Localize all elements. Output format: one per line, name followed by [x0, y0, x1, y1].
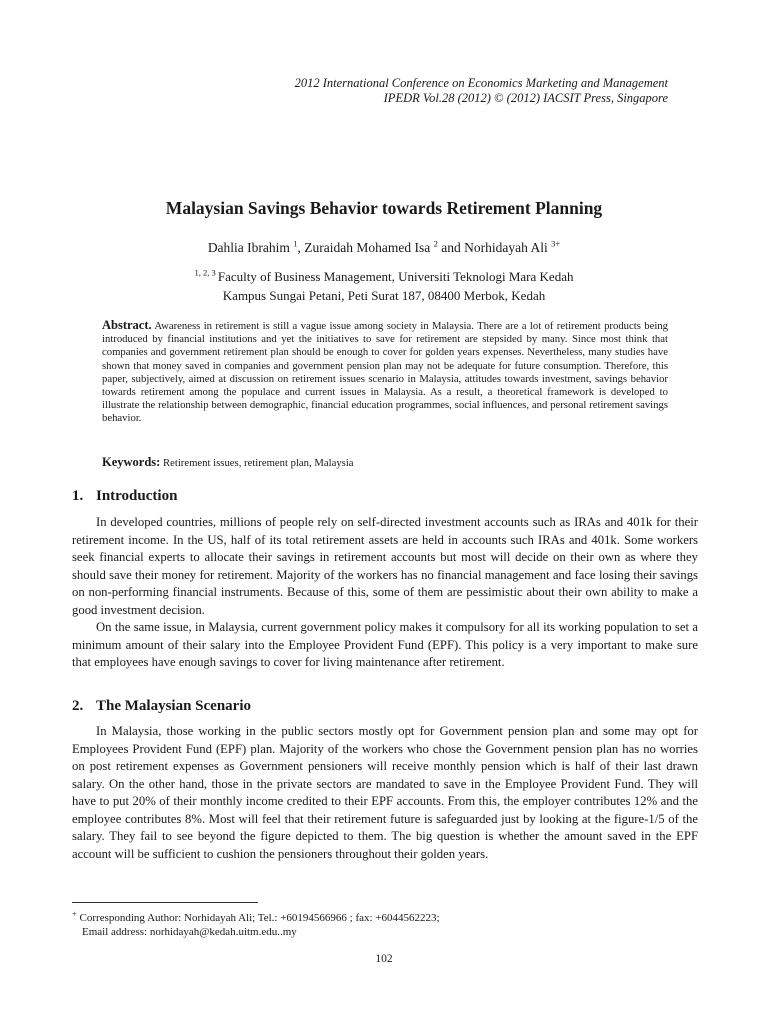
- intro-paragraph-2: On the same issue, in Malaysia, current government policy makes it compulsory for all its working population to set a minimum amount of their salary into the Employee Provident Fund (EPF). This policy is a very important to make sure that employees have enough savings to cover for living maintenance after retirement.: [72, 620, 698, 669]
- affiliation-text-1: Faculty of Business Management, Universiti Teknologi Mara Kedah: [217, 269, 574, 284]
- section-heading-malaysian-scenario: [72, 698, 251, 715]
- paper-title: Malaysian Savings Behavior towards Retirement Planning: [165, 198, 603, 218]
- footnote-line-1: [72, 908, 698, 925]
- section-heading-introduction: [72, 488, 177, 505]
- abstract: [102, 319, 668, 426]
- section-title: Introduction: [96, 488, 178, 504]
- section-title: The Malaysian Scenario: [96, 698, 252, 714]
- section-number: 1.: [72, 488, 84, 504]
- section-number: 2.: [72, 698, 84, 714]
- conference-line-2: IPEDR Vol.28 (2012) © (2012) IACSIT Press, Singapore: [383, 91, 668, 105]
- intro-paragraph-1: In developed countries, millions of people rely on self-directed investment accounts such as IRAs and 401k for their retirement income. In the US, half of its total retirement assets are held in accounts such IRAs and 401k. Some workers seek financial experts to allocate their savings in retirement accounts but most will decide on their own as where they should save their money for retirement. Majority of the workers has no financial management and face losing their savings on non-performing financial instruments. Because of this, some of them are pessimistic about their own ability to make a good investment decision.: [72, 515, 698, 617]
- page-number: 102: [375, 953, 393, 965]
- affiliation-line-2: Kampus Sungai Petani, Peti Surat 187, 08400 Merbok, Kedah: [222, 288, 546, 303]
- abstract-heading: Abstract.: [102, 318, 152, 332]
- keywords-heading: Keywords:: [102, 455, 161, 469]
- keywords: [102, 455, 668, 470]
- scenario-paragraph-1: In Malaysia, those working in the public sectors mostly opt for Government pension plan and some may opt for Employees Provident Fund (EPF) plan. Majority of the workers who chose the Government pension plan has no worries on post retirement expenses as Government pensioners will receive monthly pension which is half of their last drawn salary. On the other hand, those in the private sectors are mandated to save in the Employee Provident Fund. They will have to put 20% of their monthly income credited to their EPF accounts. From this, the employer contributes 12% and the employee contributes 8%. Most will feel that their retirement future is safeguarded just by looking at the figure-1/5 of the salary. They fail to see beyond the figure depicted to them. The big question is whether the amount saved in the EPF account will be sufficient to cushion the pensioners throughout their golden years.: [72, 724, 698, 861]
- affiliation-line-1: [0, 267, 768, 286]
- keywords-text: Retirement issues, retirement plan, Malaysia: [160, 457, 354, 469]
- footnote-line-2: Email address: norhidayah@kedah.uitm.edu..my: [82, 926, 297, 938]
- author-1: Dahlia Ibrahim: [207, 240, 294, 255]
- author-list: [0, 240, 768, 256]
- abstract-text: Awareness in retirement is still a vague issue among society in Malaysia. There are a lot of retirement products being introduced by financial institutions and yet the initiatives to save for retirement are stepsided by many. Since most think that companies and government retirement plan should be enough to cover for golden years expenses. Nevertheless, many studies have shown that money saved in companies and government pension plan may not be adequate for future consumption. Therefore, this paper, subjectively, aimed at discussion on retirement issues scenario in Malaysia, attitudes towards investment, savings behavior towards retirement among the populace and current issues in Malaysia. As a result, a theoretical framework is developed to illustrate the relationship between demographic, financial education programmes, social influences, and personal retirement savings behavior.: [102, 320, 668, 425]
- author-2: , Zuraidah Mohamed Isa: [297, 240, 434, 255]
- author-3-sup: 3+: [551, 238, 561, 249]
- author-1-sup: 1: [293, 238, 298, 249]
- footnote: [72, 908, 698, 939]
- footnote-text-1: Corresponding Author: Norhidayah Ali; Tel.: +60194566966 ; fax: +6044562223;: [76, 912, 440, 924]
- author-2-sup: 2: [433, 238, 438, 249]
- conference-line-1: 2012 International Conference on Economics Marketing and Management: [294, 76, 668, 90]
- conference-header: [295, 76, 668, 106]
- footnote-mark: +: [72, 908, 77, 919]
- author-3: and Norhidayah Ali: [437, 240, 552, 255]
- affiliation-sup: 1, 2, 3: [194, 267, 218, 278]
- footnote-divider: [72, 902, 258, 903]
- affiliation: [0, 267, 768, 305]
